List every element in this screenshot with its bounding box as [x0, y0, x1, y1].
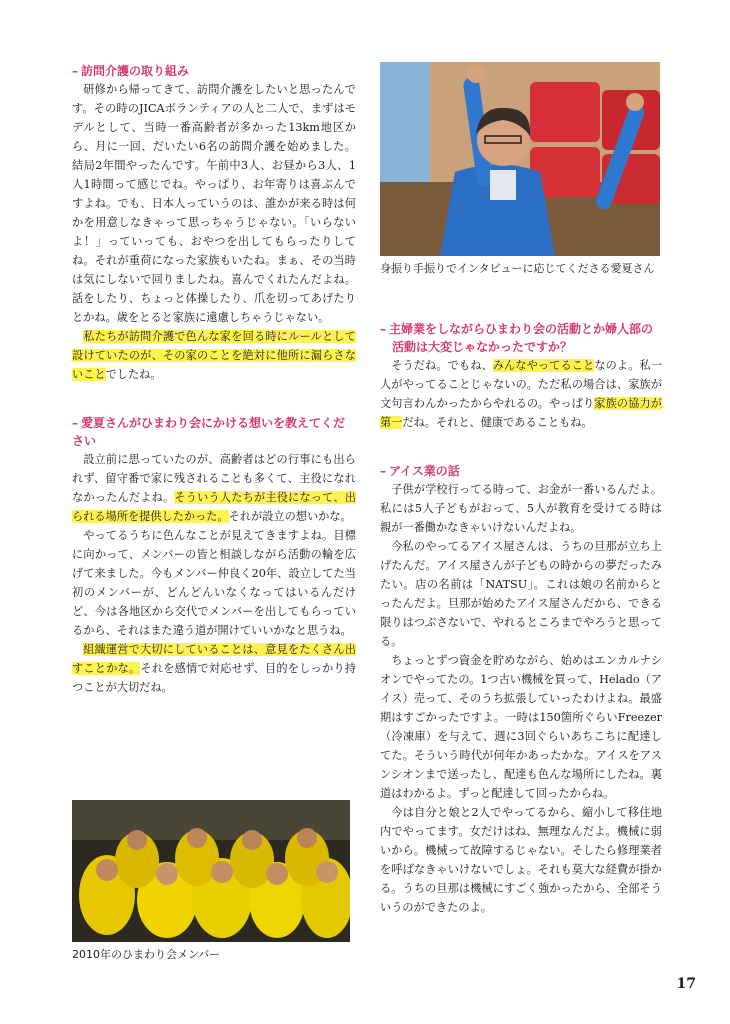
paragraph: 設立前に思っていたのが、高齢者はどの行事にも出られず、留守番で家に残されることも多くて、主役になれなかったんだよね。そういう人たちが主役になって、出られる場所を提供したかった。それが設立の想いかな。	[72, 453, 356, 523]
highlight: そういう人たちが主役になって、出られる場所を提供したかった。	[72, 491, 356, 523]
interview-photo-block	[380, 62, 660, 277]
page-number: 17	[676, 976, 696, 992]
photo-caption: 2010年のひまわり会メンバー	[72, 948, 221, 961]
section-heading-himawari: – 愛夏さんがひまわり会にかける想いを教えてください	[72, 416, 346, 448]
highlight: 組織運営で大切にしていることは、意見をたくさん出すことかな。	[72, 643, 356, 675]
paragraph: 私たちが訪問介護で色んな家を回る時にルールとして設けていたのが、その家のことを絶対に他所に漏らさないことでしたね。	[72, 330, 356, 381]
interview-photo	[380, 62, 660, 256]
highlight: 私たちが訪問介護で色んな家を回る時にルールとして設けていたのが、その家のことを絶対に他所に漏らさないこと	[72, 330, 356, 381]
group-photo	[72, 800, 350, 942]
right-column	[380, 320, 662, 917]
group-photo-illustration	[72, 800, 350, 942]
paragraph: そうだね。でもね、みんなやってることなのよ。私一人がやってることじゃないの。ただ私の場合は、家族が文句言わんかったからやれるの。やっぱり家族の協力が第一だね。それと、健康であることもね。	[380, 359, 662, 429]
interview-photo-illustration	[380, 62, 660, 256]
section-heading-home-care: – 訪問介護の取り組み	[72, 64, 190, 78]
highlight: みんなやってること	[492, 359, 595, 372]
paragraph: やってるうちに色んなことが見えてきますよね。目標に向かって、メンバーの皆と相談しながら活動の輪を広げて来ました。今もメンバー仲良く20年、設立してた当初のメンバーが、どんどんいなくなってはいるんだけど、今は各地区から交代でメンバーを出してもらっているから、それはまた違う道が開けていいかなと思うね。	[72, 529, 356, 637]
left-column	[72, 62, 356, 697]
paragraph: 研修から帰ってきて、訪問介護をしたいと思ったんです。その時のJICAボランティアの人と二人で、まずはモデルとして、当時一番高齢者が多かった13km地区から、月に一回、だいたい6名の訪問介護を始めました。結局2年間やったんです。午前中3人、お昼から3人、1人1時間って感じでね。やっぱり、お年寄りは喜ぶんですよね。でも、日本人っていうのは、誰かが来る時は何かを用意しなきゃって思っちゃうじゃない。「いらないよ！」っていっても、おやつを出してもらったりしてね。それが重荷になった家族もいたね。まぁ、その当時は気にしないで回りましたね。喜んでくれたんだよね。話をしたり、ちょっと体操したり、爪を切ってあげたりとかね。歳をとると家族に遠慮しちゃうじゃない。	[72, 83, 356, 324]
paragraph: ちょっとずつ資金を貯めながら、始めはエンカルナシオンでやってたの。1つ古い機械を買って、Helado（アイス）売って、そのうち拡張していったわけよね。最盛期はすごかったですよ。一時は150箇所ぐらいFreezer（冷凍庫）を与えて、週に3回ぐらいあちこちに配達してた。そういう時代が何年かあったかな。アイスをアスンシオンまで送ったし、配達も色んな場所にしたね。裏道はわかるよ。ずっと配達して回ったからね。	[380, 654, 662, 800]
section-heading-ice-business: – アイス業の話	[380, 464, 460, 478]
paragraph: 組織運営で大切にしていることは、意見をたくさん出すことかな。それを感情で対応せず、目的をしっかり持つことが大切だね。	[72, 643, 356, 694]
photo-caption: 身振り手振りでインタビューに応じてくださる愛夏さん	[380, 262, 655, 275]
section-heading-housewife: – 主婦業をしながらひまわり会の活動とか婦人部の活動は大変じゃなかったですか？	[380, 322, 654, 354]
paragraph: 今は自分と娘と2人でやってるから、縮小して移住地内でやってます。女だけはね、無理なんだよ。機械に弱いから。機械って故障するじゃない。そしたら修理業者を呼ばなきゃいけないでしょ。それも莫大な経費が掛かる。うちの旦那は機械にすごく強かったから、全部そういうのができたのよ。	[380, 806, 662, 914]
paragraph: 子供が学校行ってる時って、お金が一番いるんだよ。私には5人子どもがおって、5人が教育を受けてる時は親が一番働かなきゃいけないんだよね。	[380, 483, 662, 534]
group-photo-block	[72, 800, 350, 963]
highlight: 家族の協力が第一	[380, 397, 662, 429]
paragraph: 今私のやってるアイス屋さんは、うちの旦那が立ち上げたんだ。アイス屋さんが子どもの時からの夢だったみたい。店の名前は「NATSU」。これは娘の名前からとったんだよ。旦那が始めたアイス屋さんだから、できる限りはつぶさないで、やれるところまでやろうと思ってる。	[380, 540, 662, 648]
